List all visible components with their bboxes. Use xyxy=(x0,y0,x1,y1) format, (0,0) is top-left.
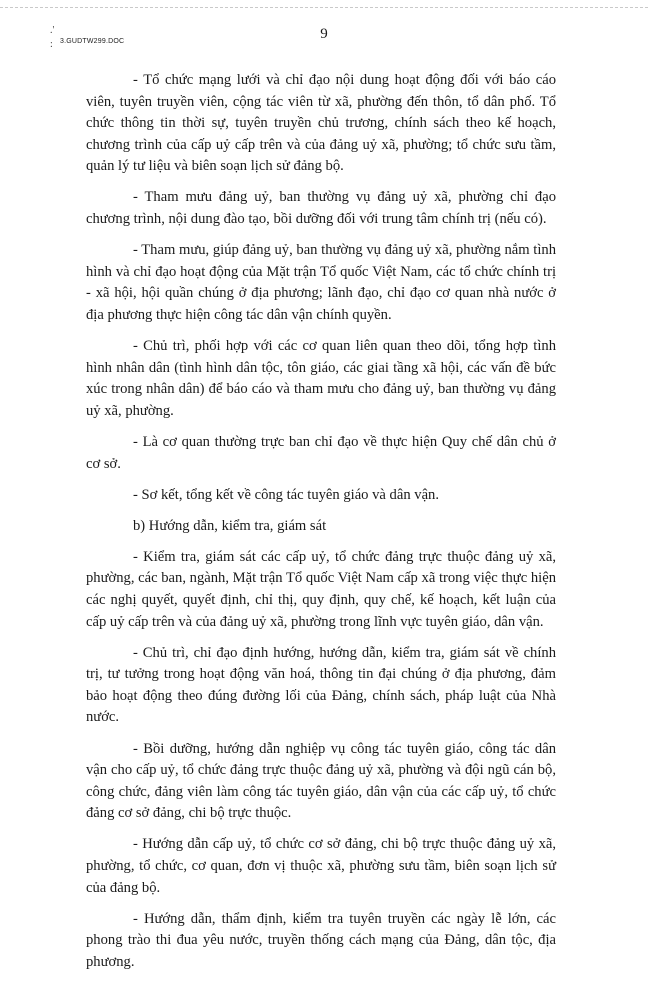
page-number: 9 xyxy=(320,26,328,42)
margin-marks: .' : xyxy=(50,25,55,50)
paragraph-9: - Bồi dưỡng, hướng dẫn nghiệp vụ công tác tuyên giáo, công tác dân vận cho cấp uỷ, tổ chức đảng trực thuộc đảng uỷ xã, phường và đội ngũ cán bộ, công chức, đảng viên làm công tác tuyên giáo, dân vận của các cấp uỷ, tổ chức đảng cơ sở đảng, chi bộ trực thuộc. xyxy=(86,740,556,822)
paragraph-2: - Tham mưu đảng uỷ, ban thường vụ đảng uỷ xã, phường chỉ đạo chương trình, nội dung đào tạo, bồi dưỡng đối với trung tâm chính trị (nếu có). xyxy=(86,189,556,228)
document-body xyxy=(86,70,556,983)
paragraph-10: - Hướng dẫn cấp uỷ, tổ chức cơ sở đảng, chi bộ trực thuộc đảng uỷ xã, phường, tổ chức, cơ quan, đơn vị thuộc xã, phường sưu tầm, biên soạn lịch sử của đảng bộ. xyxy=(86,836,556,896)
paragraph-4: - Chủ trì, phối hợp với các cơ quan liên quan theo dõi, tổng hợp tình hình nhân dân (tình hình dân tộc, tôn giáo, các giai tầng xã hội, các vấn đề bức xúc trong nhân dân) để báo cáo và tham mưu cho đảng uỷ, ban thường vụ đảng uỷ xã, phường. xyxy=(86,338,556,419)
paragraph-1: - Tổ chức mạng lưới và chỉ đạo nội dung hoạt động đối với báo cáo viên, tuyên truyền viên, cộng tác viên từ xã, phường đến thôn, tổ dân phố. Tổ chức thông tin thời sự, tuyên truyền chủ trương, chính sách theo kế hoạch, chương trình của cấp uỷ cấp trên và của đảng uỷ xã, phường; tổ chức sưu tầm, quản lý tư liệu và biên soạn lịch sử đảng bộ. xyxy=(86,72,556,175)
paragraph-11: - Hướng dẫn, thẩm định, kiểm tra tuyên truyền các ngày lễ lớn, các phong trào thi đua yêu nước, truyền thống cách mạng của Đảng, dân tộc, địa phương. xyxy=(86,910,556,970)
top-scan-rule xyxy=(0,7,648,8)
section-heading-b: b) Hướng dẫn, kiểm tra, giám sát xyxy=(133,517,327,534)
file-name: 3.GUDTW299.DOC xyxy=(60,38,125,45)
paragraph-7: - Kiểm tra, giám sát các cấp uỷ, tổ chức đảng trực thuộc đảng uỷ xã, phường, các ban, ngành, Mặt trận Tổ quốc Việt Nam cấp xã trong việc thực hiện các nghị quyết, quyết định, chỉ thị, quy định, quy chế, kế hoạch, kết luận của cấp uỷ cấp trên và của đảng uỷ xã, phường trong lĩnh vực tuyên giáo, dân vận. xyxy=(86,548,556,630)
paragraph-5: - Là cơ quan thường trực ban chỉ đạo về thực hiện Quy chế dân chủ ở cơ sở. xyxy=(86,433,556,472)
paragraph-3: - Tham mưu, giúp đảng uỷ, ban thường vụ đảng uỷ xã, phường nắm tình hình và chỉ đạo hoạt động của Mặt trận Tổ quốc Việt Nam, các tổ chức chính trị - xã hội, hội quần chúng ở địa phương; lãnh đạo, chỉ đạo cơ quan nhà nước ở địa phương thực hiện công tác dân vận chính quyền. xyxy=(86,242,556,323)
paragraph-6: - Sơ kết, tổng kết về công tác tuyên giáo và dân vận. xyxy=(133,486,439,503)
paragraph-8: - Chủ trì, chỉ đạo định hướng, hướng dẫn, kiểm tra, giám sát về chính trị, tư tưởng trong hoạt động văn hoá, thông tin đại chúng ở địa phương, đảm bảo hoạt động theo đúng đường lối của Đảng, chính sách, pháp luật của Nhà nước. xyxy=(86,644,556,726)
